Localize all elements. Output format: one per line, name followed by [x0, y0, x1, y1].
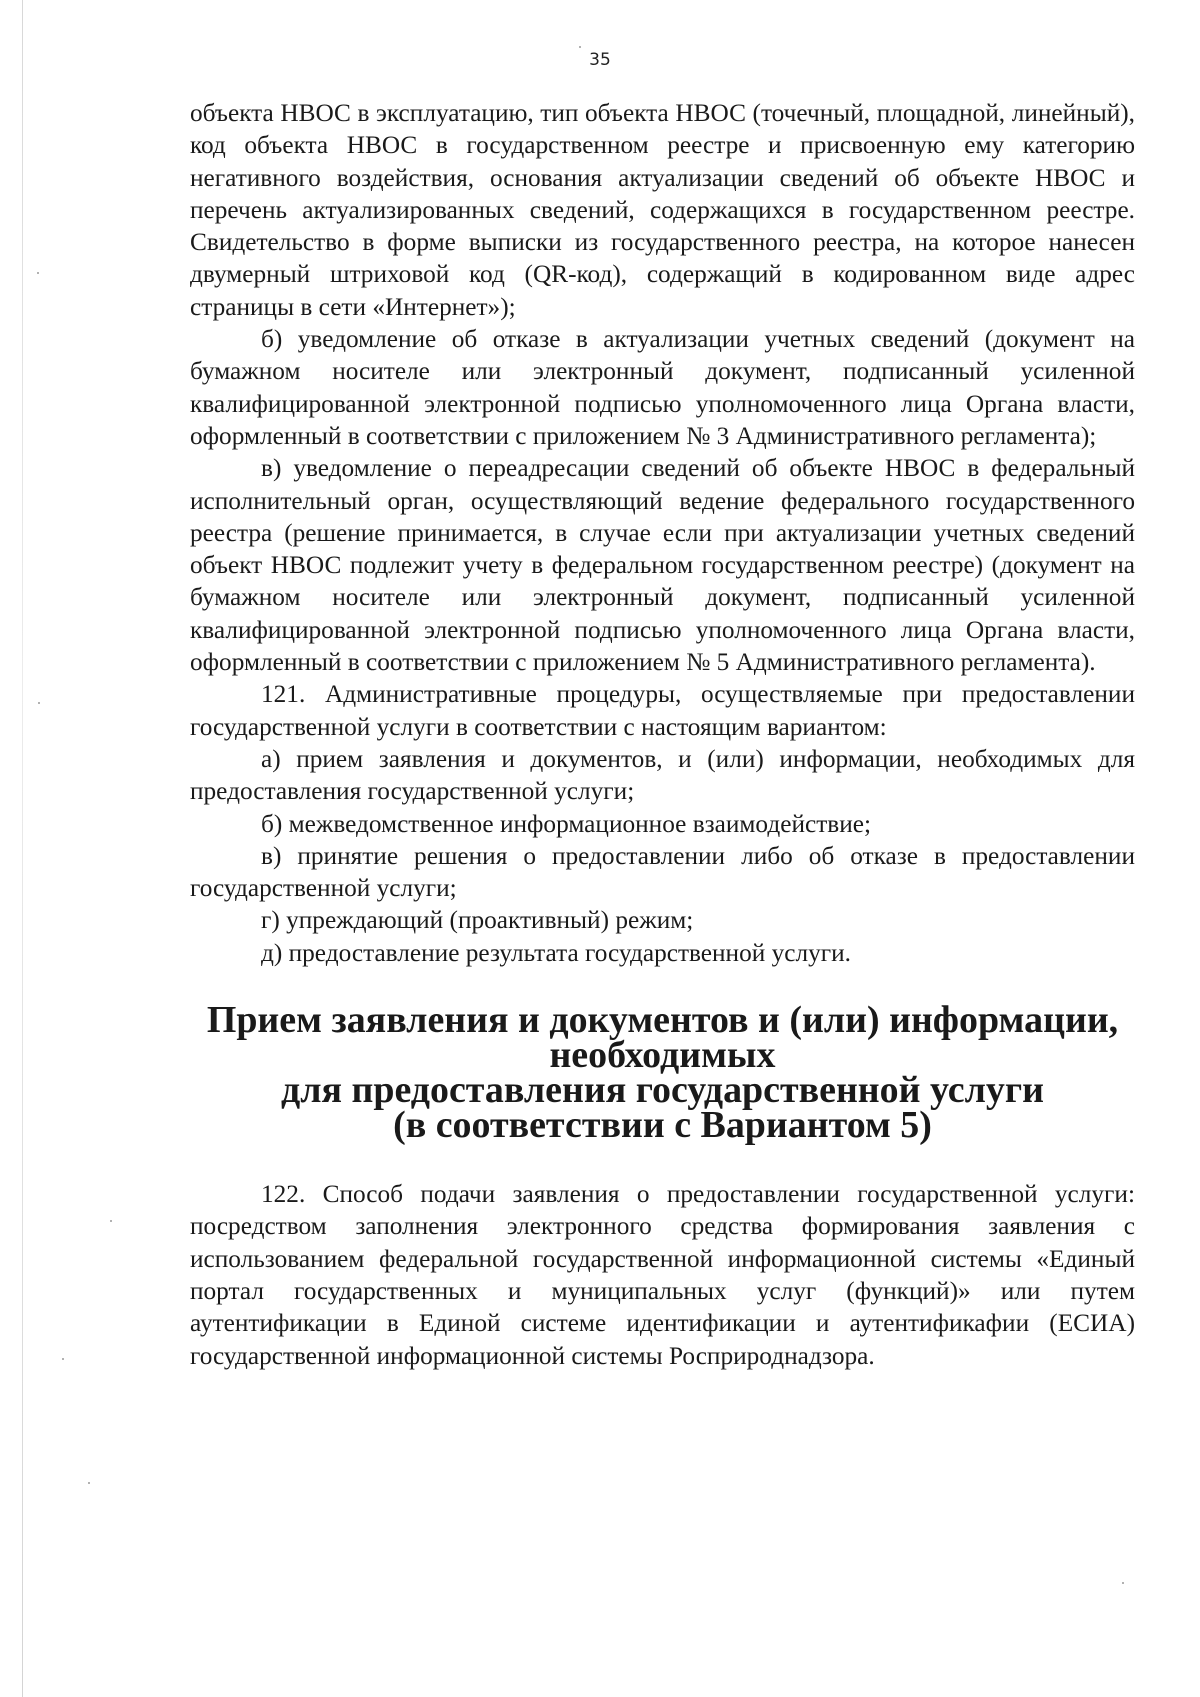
scan-speck [88, 1482, 90, 1484]
scan-speck [1122, 1582, 1124, 1584]
list-item-b: б) межведомственное информационное взаимодействие; [261, 809, 872, 838]
scan-speck [37, 272, 39, 274]
paragraph-continuation: объекта НВОС в эксплуатацию, тип объекта НВОС (точечный, площадной, линейный), код объекта НВОС в государственном реестре и присвоенную ему категорию негативного воздействия, основания актуализации сведений об объекте НВОС и перечень актуализированных сведений, содержащихся в государственном реестре. Свидетельство в форме выписки из государственного реестра, на которое нанесен двумерный штриховой код (QR-код), содержащий в кодированном виде адрес страницы в сети «Интернет»); [190, 99, 1135, 321]
scan-speck [110, 1220, 112, 1222]
paragraph-122: 122. Способ подачи заявления о предоставлении государственной услуги: посредством заполнения электронного средства формирования заявления с использованием федеральной государственной информационной системы «Единый портал государственных и муниципальных услуг (функций)» или путем аутентификации в Единой системе идентификации и аутентификафии (ЕСИА) государственной информационной системы Росприроднадзора. [190, 1180, 1135, 1370]
scan-speck [579, 46, 581, 48]
list-item-g: г) упреждающий (проактивный) режим; [261, 906, 694, 935]
section-heading-line-3: (в соответствии с Вариантом 5) [393, 1104, 932, 1147]
page-number: 35 [589, 50, 611, 70]
scan-speck [38, 702, 40, 704]
paragraph-121: 121. Административные процедуры, осуществляемые при предоставлении государственной услуги в соответствии с настоящим вариантом: [190, 680, 1135, 741]
section-spacer [190, 1143, 1135, 1178]
list-item-v: в) принятие решения о предоставлении либо об отказе в предоставлении государственной услуги; [190, 841, 1135, 903]
section-heading-line-2: для предоставления государственной услуги [281, 1069, 1044, 1112]
paragraph-item-b-refusal: б) уведомление об отказе в актуализации учетных сведений (документ на бумажном носителе или электронный документ, подписанный усиленной квалифицированной электронной подписью уполномоченного лица Органа власти, оформленный в соответствии с приложением № 3 Административного регламента); [190, 325, 1135, 450]
section-heading [190, 999, 1135, 1147]
list-item-a: а) прием заявления и документов, и (или) информации, необходимых для предоставления государственной услуги; [190, 744, 1135, 806]
document-body [190, 97, 1135, 1372]
paragraph-item-v-readdress: в) уведомление о переадресации сведений об объекте НВОС в федеральный исполнительный орган, осуществляющий ведение федерального государственного реестра (решение принимается, в случае если при актуализации учетных сведений объект НВОС подлежит учету в федеральном государственном реестре) (документ на бумажном носителе или электронный документ, подписанный усиленной квалифицированной электронной подписью уполномоченного лица Органа власти, оформленный в соответствии с приложением № 5 Административного регламента). [190, 454, 1135, 677]
section-heading-line-1: Прием заявления и документов и (или) информации, необходимых [206, 999, 1119, 1077]
scan-speck [62, 1358, 64, 1360]
list-item-d: д) предоставление результата государственной услуги. [261, 938, 851, 967]
scan-edge-line [22, 0, 23, 1697]
